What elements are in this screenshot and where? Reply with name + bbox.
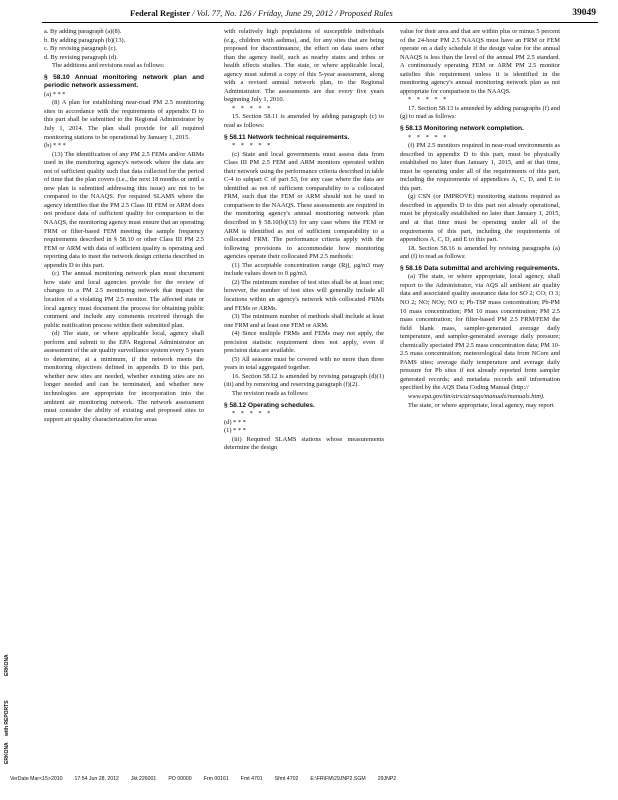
paragraph: (iii) Required SLAMS stations whose measurements determine the design [224,435,384,452]
paragraph: (b) * * * [44,142,66,150]
paragraph: (c) State and local governments must assess data from Class III PM 2.5 FEM and ARM monitors operated within their network using the performance criteria described in table C-4 to subpart C of part 53, for any case where the data are identified as not of sufficient comparability to a collocated FRM, such that the FEM or ARM should not be used in comparison to the NAAQS. These assessments are required in the monitoring agency's annual monitoring network plan described in § 58.10(b)(13) for any case where the FEM or ARM is identified as not of sufficient comparability to a collocated FRM. The performance criteria apply with the following provisions to accommodate how monitoring agencies operate their collocated PM 2.5 methods: [224,150,384,261]
section-heading: § 58.10 Annual monitoring network plan and periodic network assessment. [44,73,204,90]
side-code: with REPORTS [4,700,10,736]
footer-field: E:\FR\FM\29JNP2.SGM [310,776,366,782]
paragraph: (a) The state, or where appropriate, local agency, shall report to the Administrator, via AQS all ambient air quality data and associated quality assurance data for SO 2; CO; O 3; NO 2; NO; NOy; NO x; Pb-TSP mass concentration; Pb-PM 10 mass concentration; PM 10 mass concentration; PM 2.5 mass concentration; for filter-based PM 2.5 FRM/FEM the field blank mass, sampler-generated average daily temperature, and sampler-generated average daily pressure; chemically speciated PM 2.5 mass concentration data; PM 10-2.5 mass concentration; meteorological data from NCore and PAMS sites; average daily temperature and average daily pressure for Pb sites if not already reported from sampler generated records; and metadata records and information specified by the AQS Data Coding Manual (http:// [400,273,560,392]
paragraph: with relatively high populations of susceptible individuals (e.g., children with asthma), and, for any sites that are being proposed for discontinuance, the effect on data users other than the agency itself, such as nearby states and tribes or health effects studies. The state, or where applicable local, agency must submit a copy of this 5-year assessment, along with a revised annual network plan, to the Regional Administrator. The assessments are due every five years beginning July 1, 2010. [224,28,384,104]
paragraph: * * * * * [408,96,449,104]
print-footer [10,776,608,782]
side-code: ERKONA [4,654,10,676]
paragraph: (c) The annual monitoring network plan must document how state and local agencies provide for the review of changes to a PM 2.5 monitoring network that impact the location of a violating PM 2.5 monitor. The affected state or local agency must document the process for obtaining public comment and include any comments received through the public notification process within their submitted plan. [44,270,204,329]
footer-field: VerDate Mar<15>2010 [10,776,63,782]
header-rule [42,22,598,23]
footer-field: Fmt 4701 [240,776,263,782]
paragraph: c. By revising paragraph (c). [44,45,118,53]
footer-field: Frm 00161 [203,776,229,782]
paragraph: (1) * * * [224,427,246,435]
paragraph: (5) All seasons must be covered with no more than three years in total aggregated together. [224,355,384,372]
paragraph: b. By adding paragraph (b)(13). [44,36,126,44]
paragraph: (d) * * * [224,418,246,426]
paragraph: 17. Section 58.13 is amended by adding paragraphs (f) and (g) to read as follows: [400,104,560,121]
section-heading: § 58.13 Monitoring network completion. [400,125,524,133]
paragraph: (a) * * * [44,90,66,98]
section-heading: § 58.11 Network technical requirements. [224,133,350,141]
footer-field: 17:54 Jun 28, 2012 [74,776,119,782]
paragraph: The additions and revisions read as follows: [52,62,165,70]
paragraph: (3) The minimum number of methods shall include at least one FRM and at least one FEM or ARM. [224,313,384,329]
footer-field: Sfmt 4702 [274,776,299,782]
footer-field: 29JNP2 [377,776,397,782]
side-code: ERKONA [4,742,10,764]
header-issue: / Vol. 77, No. 126 / Friday, June 29, 2012 / Proposed Rules [192,8,393,18]
footer-field: Jkt 226001 [130,776,157,782]
footer-field: PO 00000 [168,776,192,782]
paragraph: (g) CSN (or IMPROVE) monitoring stations required as described in appendix D to this part not already operational, must be physically established no later than January 1, 2015, and at that time must be operating under all of the requirements of this part, including the requirements of appendices A, C, D, and E to this part. [400,193,560,244]
paragraph: (13) The identification of any PM 2.5 FEMs and/or ARMs used in the monitoring agency's network where the data are not of sufficient quality such that data collected for the period of time that the plan covers (i.e., the next 18 months or until a new plan is submitted addressing this issue) are not to be compared to the NAAQS. For required SLAMS where the agency identifies that the PM 2.5 Class III FEM or ARM does not produce data of sufficient quality for comparison to the NAAQS, the monitoring agency must ensure that an operating FRM or filter-based FEM meeting the sample frequency requirements described in § 58.10 or other Class III PM 2.5 FEM or ARM with data of sufficient quality is operating and reporting data to meet the network design criteria described in appendix D to this part. [44,150,204,269]
paragraph: The state, or where appropriate, local agency, may report [408,401,554,409]
paragraph: (2) The minimum number of test sites shall be at least one; however, the number of test sites will generally include all locations within an agency's network with collocated FRMs and FEMs or ARMs. [224,278,384,312]
paragraph: (8) A plan for establishing near-road PM 2.5 monitoring sites in accordance with the requirements of appendix D to this part shall be submitted to the Regional Administrator by July 1, 2014. The plan shall provide for all required monitoring stations to be operational by January 1, 2015. [44,99,204,141]
paragraph: d. By revising paragraph (d). [44,53,118,61]
side-margin-codes [4,640,18,764]
paragraph: The revision reads as follows: [232,389,309,397]
paragraph: 15. Section 58.11 is amended by adding paragraph (c) to read as follows: [224,113,384,130]
paragraph: a. By adding paragraph (a)(8). [44,28,122,35]
section-heading: § 58.12 Operating schedules. [224,401,315,409]
header-title: Federal Register [130,8,191,18]
paragraph: * * * * * [232,142,273,150]
paragraph: (f) PM 2.5 monitors required in near-road environments as described in appendix D to this part, must be physically established no later than January 1, 2015, and at that time, must be operating under all of the requirements of this part, including the requirements of appendices A, C, D, and E to this part. [400,142,560,192]
section-heading: § 58.16 Data submittal and archiving requirements. [400,264,560,272]
paragraph: www.epa.gov/ttn/airs/airsaqs/manuals/manuals.htm). [408,392,545,400]
paragraph: (1) The acceptable concentration range (Rj), μg/m3 may include values down to 0 μg/m3. [224,261,384,278]
column-3 [400,28,560,410]
paragraph: (d) The state, or where applicable local, agency shall perform and submit to the EPA Regional Administrator an assessment of the air quality surveillance system every 5 years to determine, at a minimum, if the network meets the monitoring objectives defined in appendix D to this part, whether new sites are needed, whether existing sites are no longer needed and can be terminated, and whether new technologies are appropriate for incorporation into the ambient air monitoring network. The network assessment must consider the ability of existing and proposed sites to support air quality characterization for areas [44,330,204,423]
paragraph: 18. Section 58.16 is amended by revising paragraphs (a) and (f) to read as follows: [400,244,560,261]
paragraph: (4) Since multiple FRMs and FEMs may not apply, the precision statistic requirement does not apply, even if precision data are available. [224,330,384,355]
paragraph: 16. Section 58.12 is amended by revising paragraph (d)(1)(iii) and by removing and reserving paragraph (f)(2). [224,372,384,389]
column-1 [44,28,204,424]
paragraph: * * * * * [408,133,449,141]
paragraph: value for their area and that are within plus or minus 5 percent of the 24-hour PM 2.5 NAAQS must have an FRM or FEM operate on a daily schedule if the design value for the annual NAAQS is less than the level of the annual PM 2.5 standard. A continuously operating FEM or ARM PM 2.5 monitor satisfies this requirement unless it is identified in the monitoring agency's annual monitoring network plan as not appropriate for comparison to the NAAQS. [400,28,560,95]
running-header [40,8,596,22]
page-number: 39049 [572,8,596,18]
paragraph: * * * * * [232,410,273,418]
paragraph: * * * * * [232,104,273,112]
header-line [130,8,393,18]
column-2 [224,28,384,453]
